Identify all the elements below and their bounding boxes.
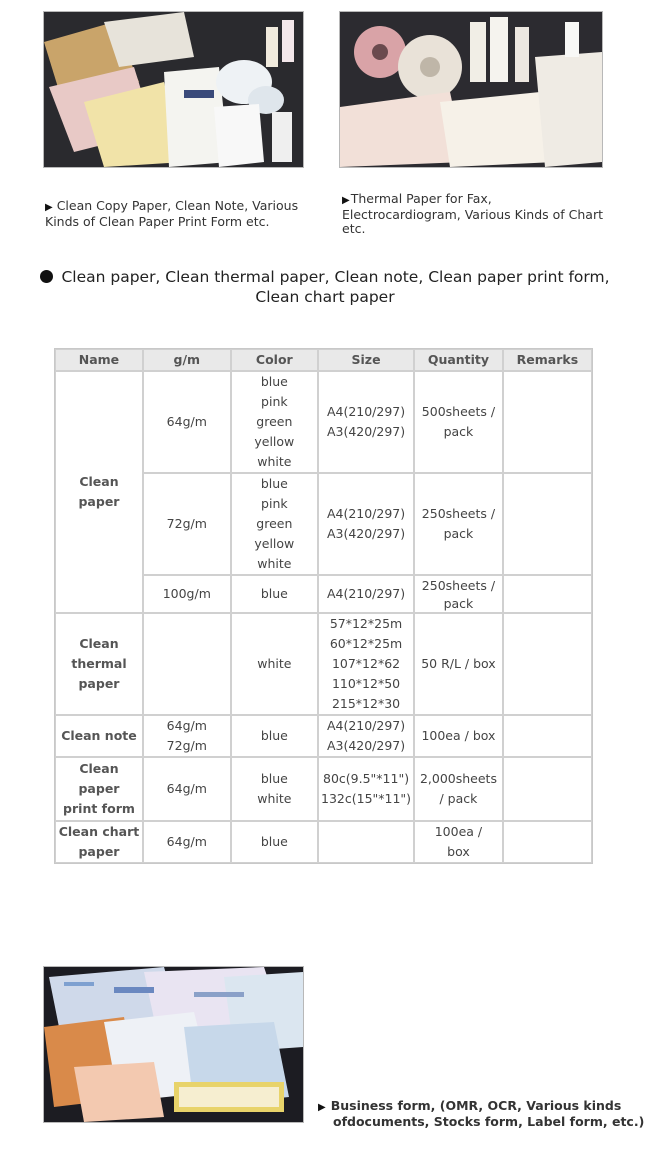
- header-size: Size: [318, 349, 414, 371]
- header-color: Color: [231, 349, 318, 371]
- cell-size: 80c(9.5"*11") 132c(15"*11"): [318, 757, 414, 821]
- cell-name: Clean chart paper: [55, 821, 143, 863]
- table-header-row: [55, 349, 592, 371]
- cell-gm: 100g/m: [143, 575, 231, 613]
- header-remarks: Remarks: [503, 349, 592, 371]
- cell-remarks: [503, 757, 592, 821]
- cell-size: A4(210/297): [318, 575, 414, 613]
- business-form-photo: [43, 966, 304, 1123]
- thermal-caption: ▶Thermal Paper for Fax, Electrocardiogram, Various Kinds of Chart etc.: [342, 191, 604, 236]
- table-row: [55, 715, 592, 757]
- cell-color: blue: [231, 575, 318, 613]
- cell-color: blue: [231, 821, 318, 863]
- section-heading: Clean paper, Clean thermal paper, Clean note, Clean paper print form, Clean chart paper: [20, 267, 630, 307]
- cell-color: blue: [231, 715, 318, 757]
- cell-gm: 64g/m 72g/m: [143, 715, 231, 757]
- cell-quantity: 500sheets / pack: [414, 371, 503, 473]
- triangle-bullet-icon: ▶: [318, 1102, 326, 1113]
- cell-color: white: [231, 613, 318, 715]
- cell-quantity: 2,000sheets / pack: [414, 757, 503, 821]
- cell-color: blue white: [231, 757, 318, 821]
- cell-quantity: 100ea / box: [414, 715, 503, 757]
- cell-size: A4(210/297) A3(420/297): [318, 473, 414, 575]
- cell-remarks: [503, 613, 592, 715]
- cell-quantity: 50 R/L / box: [414, 613, 503, 715]
- cell-remarks: [503, 473, 592, 575]
- cell-quantity: 100ea / box: [414, 821, 503, 863]
- cell-gm: [143, 613, 231, 715]
- cell-gm: 64g/m: [143, 821, 231, 863]
- table-row: [55, 371, 592, 473]
- cell-name: Clean thermal paper: [55, 613, 143, 715]
- triangle-bullet-icon: ▶: [45, 202, 53, 213]
- table-row: [55, 613, 592, 715]
- cell-color: blue pink green yellow white: [231, 473, 318, 575]
- header-gm: g/m: [143, 349, 231, 371]
- table-row: [55, 821, 592, 863]
- triangle-bullet-icon: ▶: [342, 195, 350, 206]
- cell-remarks: [503, 715, 592, 757]
- cell-size: A4(210/297) A3(420/297): [318, 715, 414, 757]
- cell-quantity: 250sheets / pack: [414, 473, 503, 575]
- cell-gm: 64g/m: [143, 757, 231, 821]
- bullet-circle-icon: [40, 270, 53, 283]
- cell-name: Clean note: [55, 715, 143, 757]
- product-spec-table: [54, 348, 593, 864]
- table-row: [55, 757, 592, 821]
- thermal-paper-photo: [339, 11, 603, 168]
- cell-remarks: [503, 821, 592, 863]
- business-form-caption: ▶ Business form, (OMR, OCR, Various kinds ofdocuments, Stocks form, Label form, etc.): [318, 1098, 645, 1129]
- header-quantity: Quantity: [414, 349, 503, 371]
- cell-size: [318, 821, 414, 863]
- cell-remarks: [503, 371, 592, 473]
- cell-quantity: 250sheets / pack: [414, 575, 503, 613]
- cell-color: blue pink green yellow white: [231, 371, 318, 473]
- cell-remarks: [503, 575, 592, 613]
- cell-name: Clean paper print form: [55, 757, 143, 821]
- header-name: Name: [55, 349, 143, 371]
- cell-gm: 72g/m: [143, 473, 231, 575]
- cell-name: Clean paper: [55, 371, 143, 613]
- cell-size: A4(210/297) A3(420/297): [318, 371, 414, 473]
- cell-gm: 64g/m: [143, 371, 231, 473]
- cell-size: 57*12*25m 60*12*25m 107*12*62 110*12*50 215*12*30: [318, 613, 414, 715]
- clean-copy-paper-photo: [43, 11, 304, 168]
- clean-copy-caption: ▶ Clean Copy Paper, Clean Note, Various Kinds of Clean Paper Print Form etc.: [45, 198, 299, 229]
